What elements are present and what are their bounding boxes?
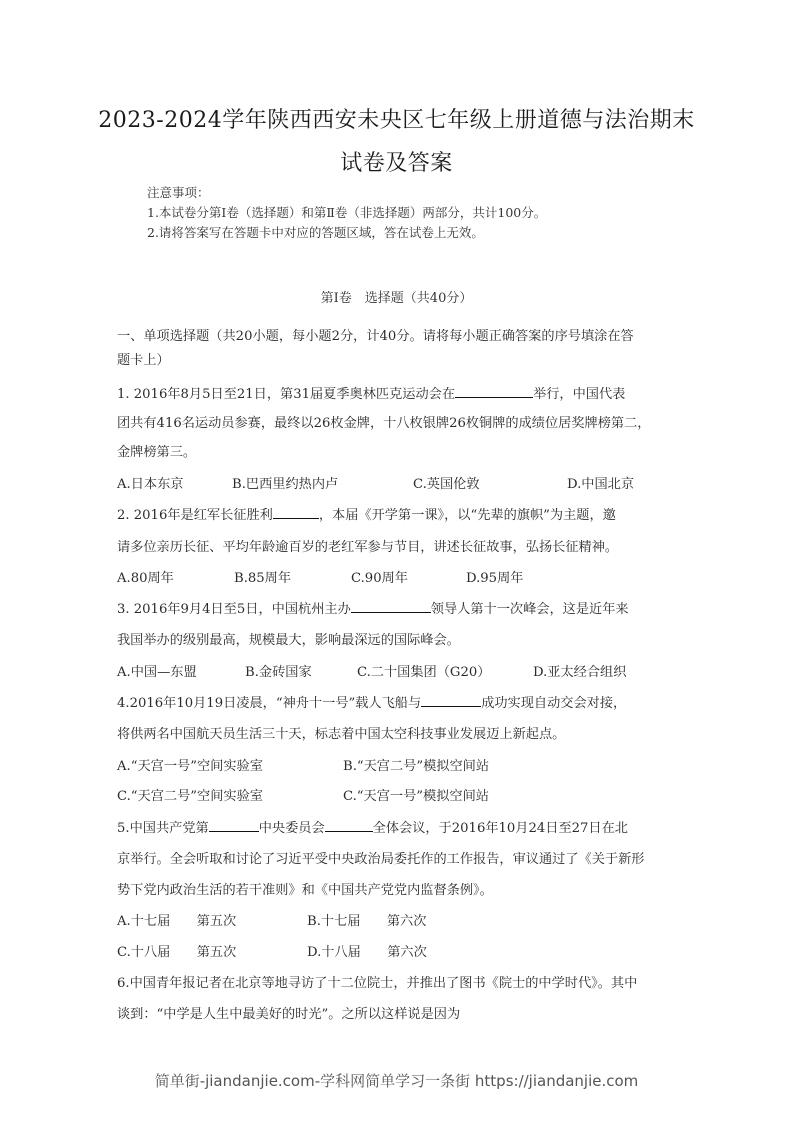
question-3-option-d: D.亚太经合组织 <box>533 665 627 680</box>
question-1-line-3: 金牌榜第三。 <box>117 445 197 460</box>
question-4-text-a: 4.2016年10月19日凌晨，“神舟十一号”载人飞船与 <box>117 696 422 711</box>
notes-item-2: 2.请将答案写在答题卡中对应的答题区域，答在试卷上无效。 <box>147 225 484 240</box>
notes-heading: 注意事项： <box>147 185 210 200</box>
question-5-option-d: D.十八届 第六次 <box>307 945 427 960</box>
document-title-line-2: 试卷及答案 <box>340 151 453 176</box>
question-5-line-1 <box>117 817 628 836</box>
instructions-line-2: 题卡上） <box>117 353 170 368</box>
question-4-option-a: A.“天宫一号”空间实验室 <box>117 759 263 774</box>
question-3-option-c: C.二十国集团（G20） <box>357 665 491 680</box>
question-4-text-b: 成功实现自动交会对接， <box>481 696 627 711</box>
question-5-text-c: 全体会议，于2016年10月24日至27日在北 <box>372 821 628 836</box>
question-3-text-b: 领导人第十一次峰会，这是近年来 <box>430 602 629 617</box>
footer-watermark: 简单街-jiandanjie.com-学科网简单学习一条街 https://jiandanjie.com <box>154 1072 639 1090</box>
question-1-line-2: 团共有416名运动员参赛，最终以26枚金牌，十八枚银牌26枚铜牌的成绩位居奖牌榜第二， <box>117 416 651 431</box>
notes-item-1: 1.本试卷分第Ⅰ卷（选择题）和第Ⅱ卷（非选择题）两部分，共计100分。 <box>147 205 547 220</box>
question-3-option-a: A.中国—东盟 <box>117 665 197 680</box>
question-5-text-b: 中央委员会 <box>258 821 325 836</box>
question-3-line-1 <box>117 598 629 617</box>
question-5-text-a: 5.中国共产党第 <box>117 821 209 836</box>
section-heading: 第Ⅰ卷 选择题（共40分） <box>320 291 473 306</box>
question-2-option-c: C.90周年 <box>351 571 408 586</box>
question-1-option-d: D.中国北京 <box>567 477 635 492</box>
question-4-option-d: C.“天宫一号”模拟空间站 <box>343 789 489 804</box>
question-2-line-2: 请多位亲历长征、平均年龄逾百岁的老红军参与节目，讲述长征故事，弘扬长征精神。 <box>117 540 619 555</box>
question-2-line-1 <box>117 504 616 523</box>
instructions-line-1: 一、单项选择题（共20小题，每小题2分，计40分。请将每小题正确答案的序号填涂在答 <box>117 329 634 344</box>
question-1-line-1 <box>117 383 625 402</box>
notes-block <box>147 183 546 243</box>
question-2-text-a: 2. 2016年是红军长征胜利 <box>117 508 273 523</box>
answer-blank <box>325 817 373 832</box>
question-1-option-b: B.巴西里约热内卢 <box>232 477 339 492</box>
question-4-option-c: C.“天宫二号”空间实验室 <box>117 789 263 804</box>
question-3-text-a: 3. 2016年9月4日至5日，中国杭州主办 <box>117 602 351 617</box>
question-2-option-d: D.95周年 <box>466 571 524 586</box>
answer-blank <box>209 817 259 832</box>
question-2-text-b: ，本届《开学第一课》，以“先辈的旗帜”为主题，邀 <box>318 508 616 523</box>
document-title-line-1: 2023-2024学年陕西西安未央区七年级上册道德与法治期末 <box>98 108 695 133</box>
question-1-text-b: 举行，中国代表 <box>533 387 626 402</box>
question-5-option-a: A.十七届 第五次 <box>117 914 237 929</box>
answer-blank <box>455 383 533 398</box>
answer-blank <box>351 598 431 613</box>
question-3-option-b: B.金砖国家 <box>245 665 312 680</box>
question-2-option-b: B.85周年 <box>234 571 292 586</box>
question-5-line-2: 京举行。全会听取和讨论了习近平受中央政治局委托作的工作报告，审议通过了《关于新形 <box>117 852 645 867</box>
question-4-option-b: B.“天宫二号”模拟空间站 <box>343 759 490 774</box>
question-5-option-c: C.十八届 第五次 <box>117 945 237 960</box>
question-6-line-2: 谈到：“中学是人生中最美好的时光”。之所以这样说是因为 <box>117 1007 461 1022</box>
question-5-option-b: B.十七届 第六次 <box>307 914 427 929</box>
question-1-option-c: C.英国伦敦 <box>413 477 480 492</box>
question-2-option-a: A.80周年 <box>117 571 174 586</box>
question-5-line-3: 势下党内政治生活的若干准则》和《中国共产党党内监督条例》。 <box>117 883 493 898</box>
question-1-text-a: 1. 2016年8月5日至21日，第31届夏季奥林匹克运动会在 <box>117 387 456 402</box>
question-6-line-1: 6.中国青年报记者在北京等地寻访了十二位院士，并推出了图书《院士的中学时代》。其中 <box>117 976 638 991</box>
question-4-line-2: 将供两名中国航天员生活三十天，标志着中国太空科技事业发展迈上新起点。 <box>117 727 566 742</box>
question-4-line-1 <box>117 692 626 711</box>
answer-blank <box>273 504 319 519</box>
question-3-line-2: 我国举办的级别最高，规模最大，影响最深远的国际峰会。 <box>117 633 460 648</box>
question-1-option-a: A.日本东京 <box>117 477 184 492</box>
answer-blank <box>421 692 481 707</box>
